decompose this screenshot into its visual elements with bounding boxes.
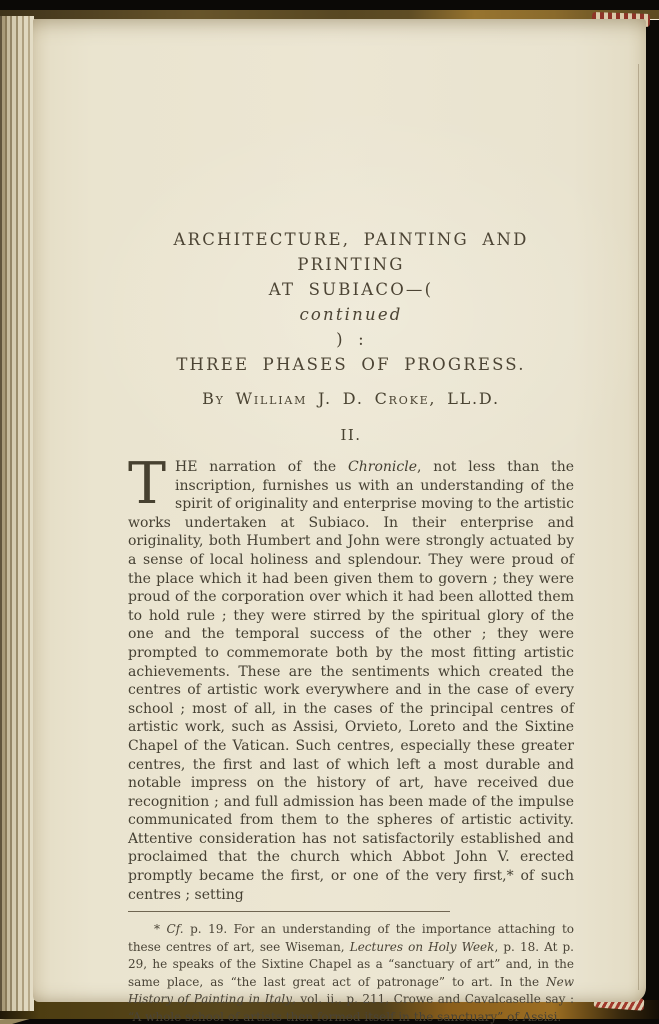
page-content <box>128 227 574 1024</box>
title-line-1: ARCHITECTURE, PAINTING AND PRINTING <box>173 230 529 274</box>
book-page <box>33 19 646 1024</box>
byline: By William J. D. Croke, LL.D. <box>202 389 500 408</box>
title-line-3: THREE PHASES OF PROGRESS. <box>176 355 526 374</box>
body-text: HE narration of the Chronicle, not less than the inscription, furnishes us with an understanding of the spirit of originality and enterprise moving to the artistic works undertaken at Subiaco. In their enterprise and originality, both Humbert and John were strongly actuated by a sense of local holiness and splendour. They were proud of the place which it had been given them to govern ; they were proud of the corporation over which it had been allotted them to hold rule ; they were stirred by the spiritual glory of the one and the temporal success of the other ; they were prompted to commemorate both by the most fitting artistic achievements. These are the sentiments which created the centres of artistic work everywhere and in the case of every school ; most of all, in the cases of the principal centres of artistic work, such as Assisi, Orvieto, Loreto and the Sixtine Chapel of the Vatican. Such centres, especially these greater centres, the first and last of which left a most durable and notable impress on the history of art, have received due recognition ; and full admission has been made of the impulse communicated from them to the spheres of artistic activity. Attentive consideration has not satisfactorily established and proclaimed that the church which Abbot John V. erected promptly became the first, or one of the very first,* of such centres ; setting <box>128 459 574 903</box>
footnote: * Cf. p. 19. For an understanding of the importance attaching to these centres of art, see Wiseman, Lectures on Holy Week, p. 18. At p. 29, he speaks of the Sixtine Chapel as a “sanctuary of art” and, in the same place, as “the last great act of patronage” to art. In the New History of Painting in Italy, vol. ii., p. 211, Crowe and Cavalcaselle say : “A whole school of artists then formed itself in the sanctuary” of Assisi. <box>128 922 574 1024</box>
title-line-2: AT SUBIACO—( continued ) : <box>268 280 434 349</box>
book-top-cover-edge <box>0 10 659 19</box>
body-paragraph <box>128 451 574 904</box>
article-title <box>128 227 574 377</box>
page-stack-edges <box>0 16 34 1011</box>
section-number: II. <box>340 426 362 444</box>
footnote-rule <box>128 911 450 912</box>
drop-cap: T <box>128 451 167 517</box>
